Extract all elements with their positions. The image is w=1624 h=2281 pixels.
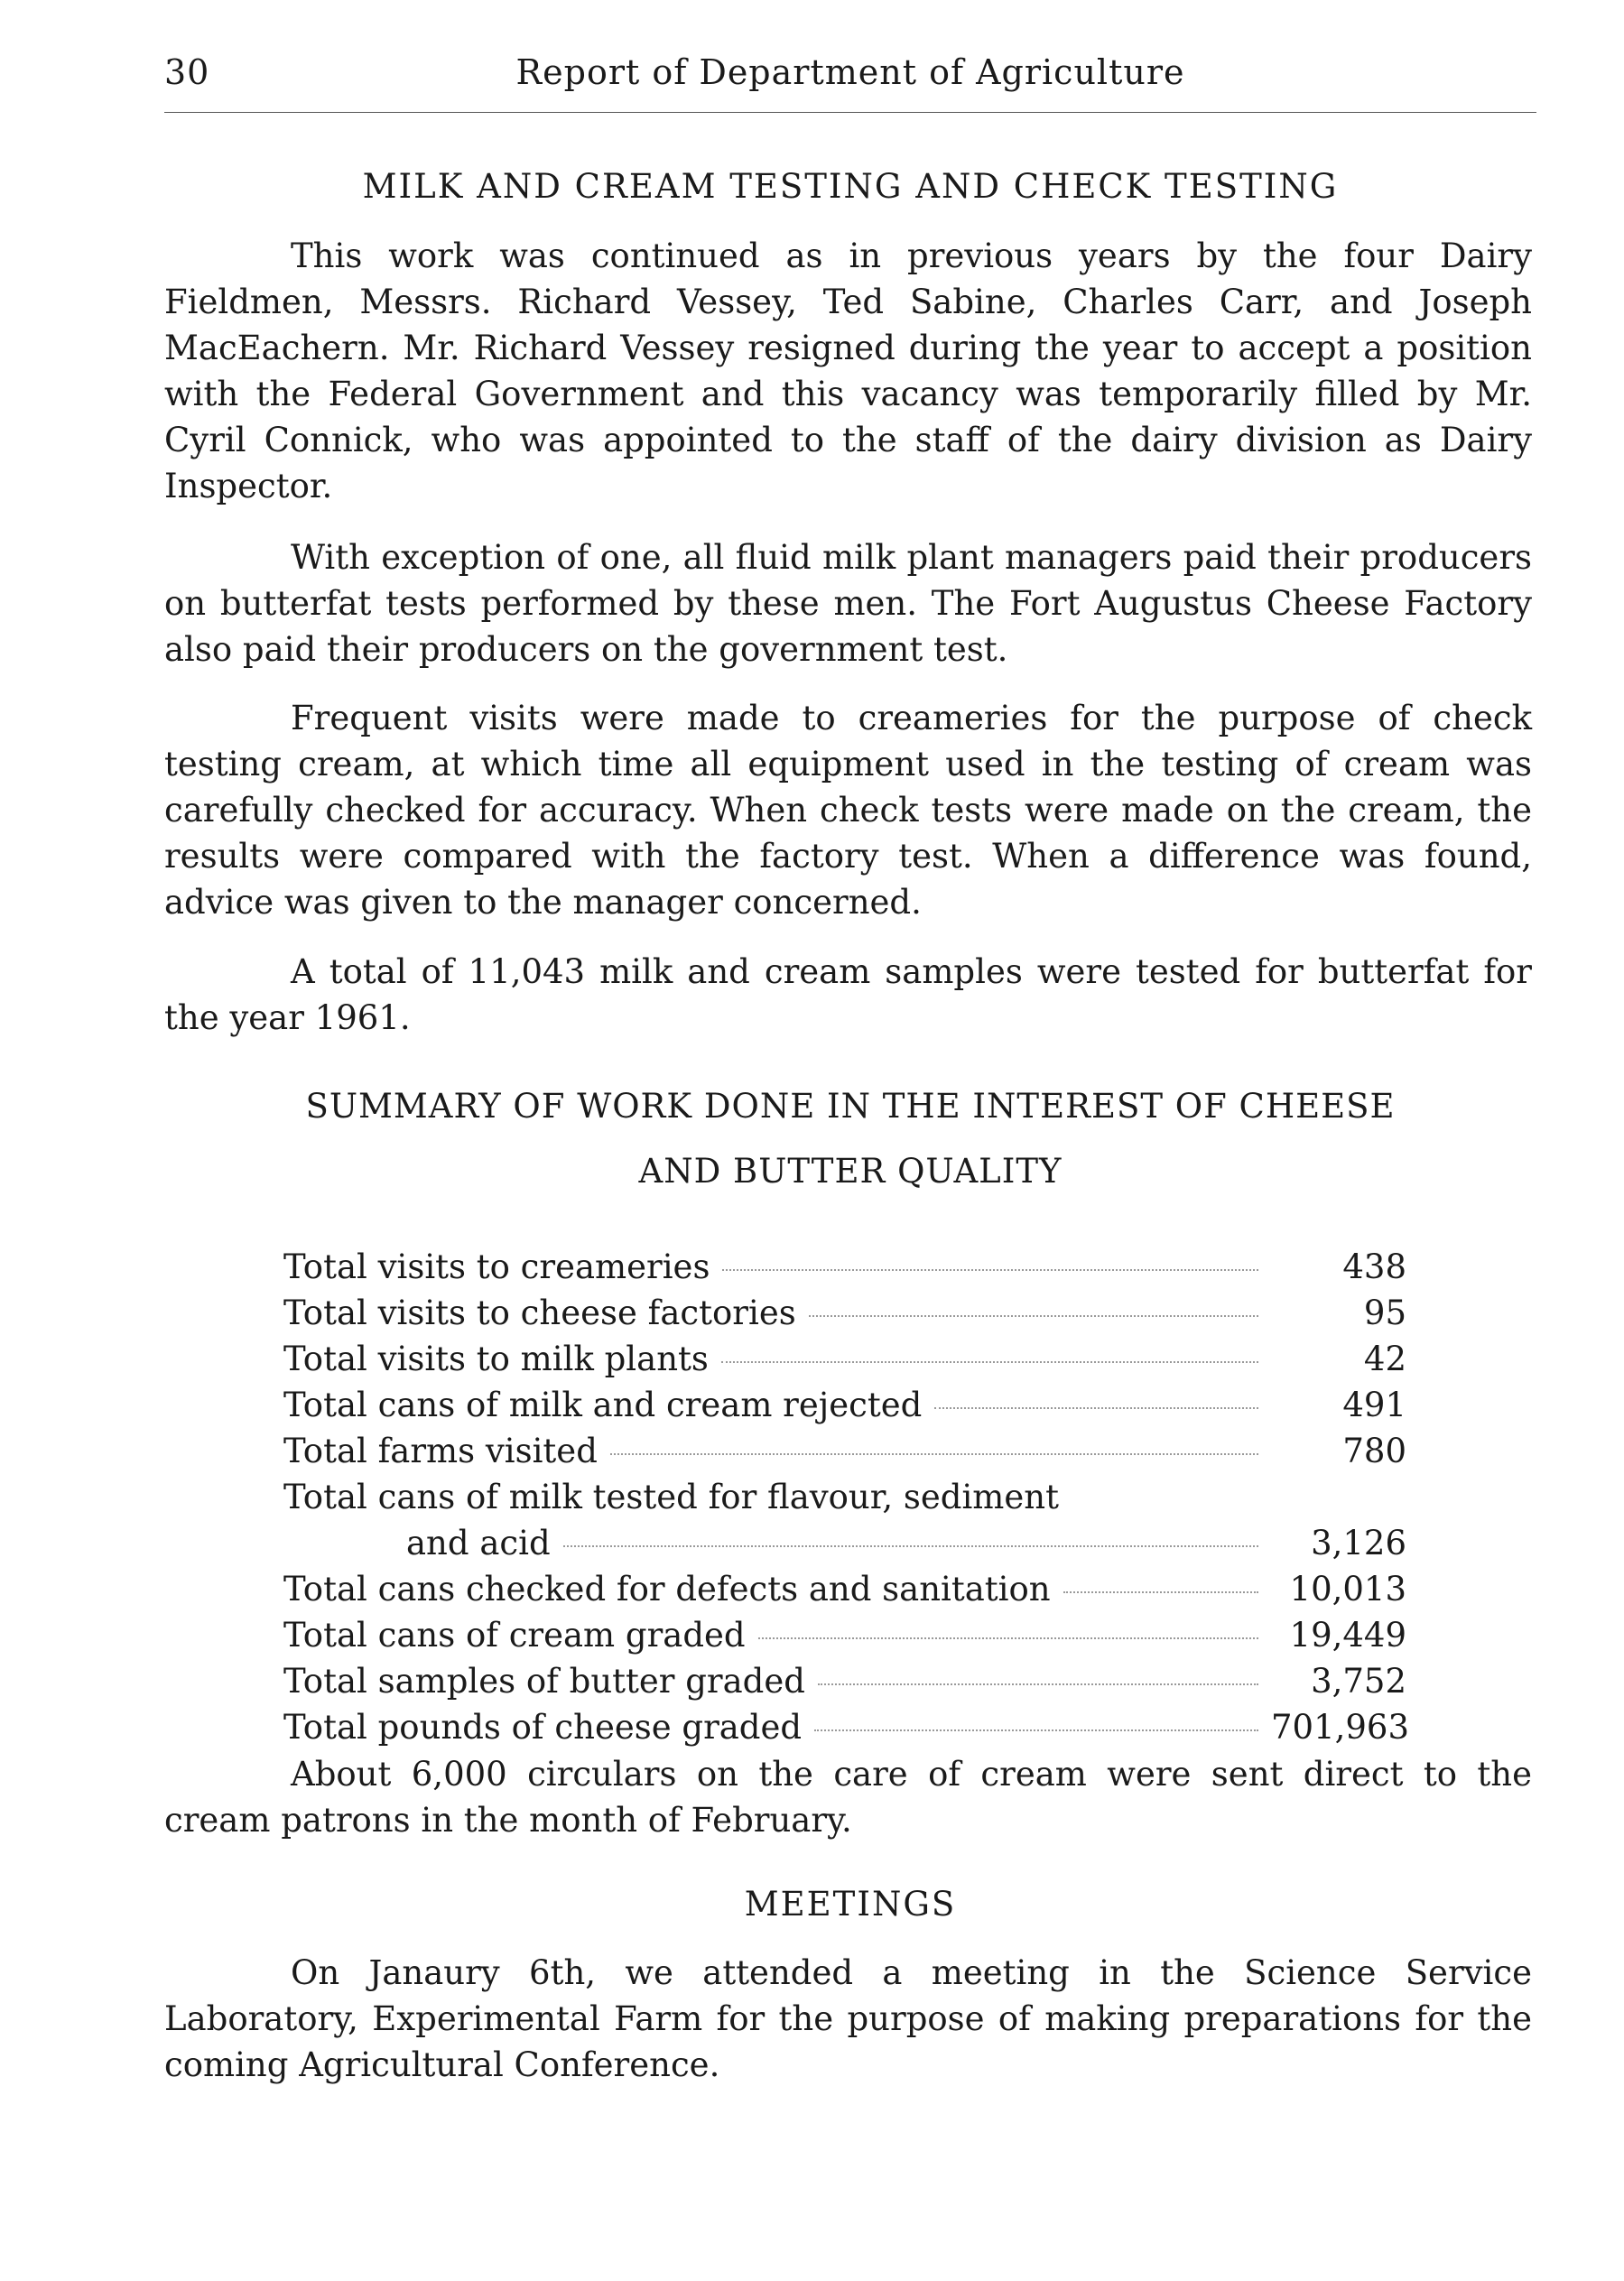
- summary-row: [283, 1520, 1406, 1566]
- summary-row-label: Total visits to creameries: [283, 1247, 710, 1286]
- summary-row: [283, 1336, 1406, 1382]
- summary-row-label: Total visits to cheese factories: [283, 1293, 796, 1332]
- summary-row: [283, 1290, 1406, 1336]
- header-rule: [164, 112, 1536, 113]
- summary-row-label: Total cans of cream graded: [283, 1616, 746, 1655]
- summary-row-value: 3,126: [1311, 1524, 1406, 1562]
- summary-row: [283, 1658, 1406, 1704]
- summary-row-value: 42: [1363, 1340, 1406, 1378]
- paragraph-dairy-fieldmen: This work was continued as in previous years by the four Dairy Fieldmen, Messrs. Richard Vessey, Ted Sabine, Charles Carr, and Joseph MacEachern. Mr. Richard Vessey resigned during the year to accept a position with the Federal Government and this vacancy was temporarily filled by Mr. Cyril Connick, who was appointed to the staff of the dairy division as Dairy Inspector.: [164, 236, 1532, 505]
- dot-leader: [758, 1637, 1258, 1639]
- paragraph-check-testing: Frequent visits were made to creameries for the purpose of check testing cream, at which time all equipment used in the testing of cream was carefully checked for accuracy. When check tests were made on the cream, the results were compared with the factory test. When a difference was found, advice was given to the manager concerned.: [164, 699, 1532, 922]
- summary-row-value: 780: [1342, 1432, 1406, 1470]
- summary-row: [283, 1474, 1406, 1520]
- summary-row: [283, 1428, 1406, 1474]
- summary-heading-line1: SUMMARY OF WORK DONE IN THE INTEREST OF CHEESE: [305, 1087, 1396, 1126]
- paragraph-meeting: On Janaury 6th, we attended a meeting in the Science Service Laboratory, Experimental Farm for the purpose of making preparations for the coming Agricultural Conference.: [164, 1953, 1532, 2084]
- section-heading-meetings: MEETINGS: [744, 1885, 957, 1924]
- summary-row-label: Total cans of milk tested for flavour, sediment: [283, 1478, 1059, 1516]
- dot-leader: [809, 1314, 1258, 1317]
- summary-row-label: Total pounds of cheese graded: [283, 1708, 803, 1747]
- summary-row-label: Total visits to milk plants: [283, 1340, 709, 1378]
- paragraph-samples-total: A total of 11,043 milk and cream samples were tested for butterfat for the year 1961.: [164, 952, 1532, 1037]
- summary-row-label: Total cans of milk and cream rejected: [283, 1386, 923, 1424]
- summary-row-value: 19,449: [1289, 1616, 1406, 1655]
- running-title: Report of Department of Agriculture: [515, 52, 1185, 92]
- summary-row-value: 10,013: [1289, 1570, 1406, 1609]
- dot-leader: [563, 1544, 1258, 1547]
- summary-row-value: 491: [1342, 1386, 1406, 1424]
- summary-row-label: Total farms visited: [283, 1432, 598, 1470]
- section-heading-milk-cream-testing: MILK AND CREAM TESTING AND CHECK TESTING: [362, 167, 1339, 206]
- summary-row: [283, 1704, 1410, 1750]
- summary-table: [283, 1244, 1410, 1750]
- summary-row-value: 701,963: [1271, 1708, 1410, 1747]
- dot-leader: [818, 1683, 1258, 1685]
- dot-leader: [934, 1406, 1258, 1409]
- dot-leader: [814, 1729, 1258, 1731]
- summary-row-label: and acid: [406, 1524, 551, 1562]
- summary-heading-line2: AND BUTTER QUALITY: [638, 1152, 1063, 1191]
- summary-row-value: 3,752: [1311, 1662, 1406, 1701]
- summary-row-value: 95: [1363, 1293, 1406, 1332]
- summary-row: [283, 1612, 1406, 1658]
- summary-row: [283, 1244, 1406, 1290]
- dot-leader: [721, 1360, 1258, 1363]
- paragraph-circulars: About 6,000 circulars on the care of cream were sent direct to the cream patrons in the month of February.: [164, 1755, 1532, 1840]
- summary-row-label: Total samples of butter graded: [283, 1662, 805, 1701]
- paragraph-butterfat-tests: With exception of one, all fluid milk plant managers paid their producers on butterfat tests performed by these men. The Fort Augustus Cheese Factory also paid their producers on the government test.: [164, 538, 1532, 669]
- summary-row-value: 438: [1342, 1247, 1406, 1286]
- dot-leader: [1063, 1590, 1258, 1593]
- summary-row-label: Total cans checked for defects and sanitation: [283, 1570, 1051, 1609]
- summary-row: [283, 1382, 1406, 1428]
- page-number: 30: [164, 52, 210, 92]
- dot-leader: [610, 1452, 1258, 1455]
- summary-row: [283, 1566, 1406, 1612]
- dot-leader: [722, 1268, 1258, 1271]
- running-head: [164, 52, 1536, 107]
